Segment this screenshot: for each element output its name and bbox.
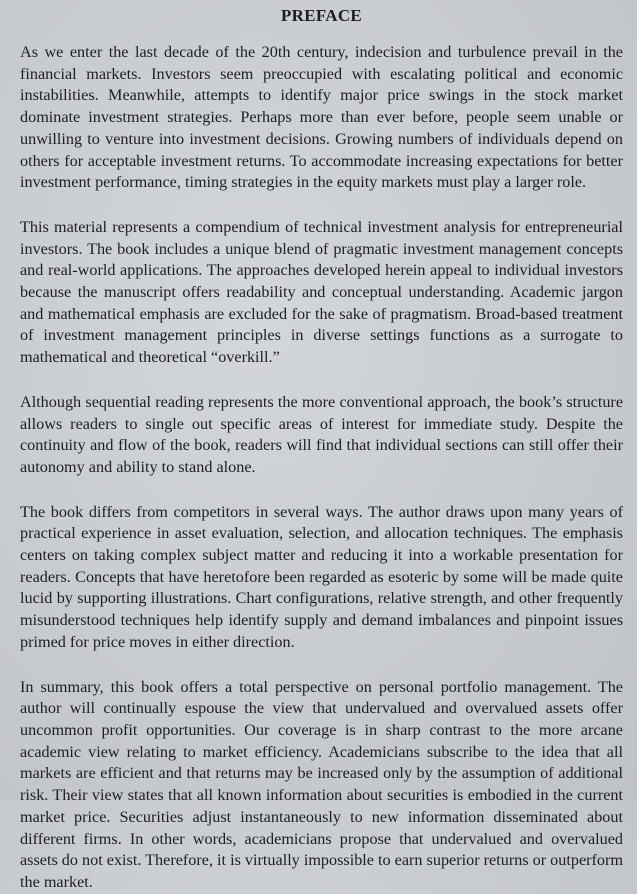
paragraph-4: The book differs from competitors in several ways. The author draws upon many years of practical experience in asset evaluation, selection, and allocation techniques. The emphasis centers on taking complex subject matter and reducing it into a workable presentation for readers. Concepts that have heretofore been regarded as esoteric by some will be made quite lucid by supporting illustrations. Chart configurations, relative strength, and other frequently misunderstood techniques help identify supply and demand imbalances and pinpoint issues primed for price moves in either direction.: [20, 502, 623, 651]
paragraph-2: This material represents a compendium of technical investment analysis for entrepreneurial investors. The book includes a unique blend of pragmatic investment management concepts and real-world applications. The approaches developed herein appeal to individual investors because the manuscript offers readability and conceptual understanding. Academic jargon and mathematical emphasis are excluded for the sake of pragmatism. Broad-based treatment of investment management principles in diverse settings functions as a surrogate to mathematical and theoretical “overkill.”: [20, 217, 623, 367]
paragraph-3: Although sequential reading represents the more conventional approach, the book’s structure allows readers to single out specific areas of interest for immediate study. Despite the continuity and flow of the book, readers will find that individual sections can still offer their autonomy and ability to stand alone.: [20, 392, 623, 476]
preface-body: [20, 42, 623, 894]
page-title: PREFACE: [280, 6, 363, 25]
paragraph-5: In summary, this book offers a total perspective on personal portfolio management. The author will continually espouse the view that undervalued and overvalued assets offer uncommon profit opportunities. Our coverage is in sharp contrast to the more arcane academic view relating to market efficiency. Academicians subscribe to the idea that all markets are efficient and that returns may be increased only by the assumption of additional risk. Their view states that all known information about securities is embodied in the current market price. Securities adjust instantaneously to new information disseminated about different firms. In other words, academicians propose that undervalued and overvalued assets do not exist. Therefore, it is virtually impossible to earn superior returns or outperform the market.: [20, 677, 623, 891]
paragraph-1: As we enter the last decade of the 20th century, indecision and turbulence prevail in the financial markets. Investors seem preoccupied with escalating political and economic instabilities. Meanwhile, attempts to identify major price swings in the stock market dominate investment strategies. Perhaps more than ever before, people seem unable or unwilling to venture into investment decisions. Growing numbers of individuals depend on others for acceptable investment returns. To accommodate increasing expectations for better investment performance, timing strategies in the equity markets must play a larger role.: [20, 43, 623, 192]
